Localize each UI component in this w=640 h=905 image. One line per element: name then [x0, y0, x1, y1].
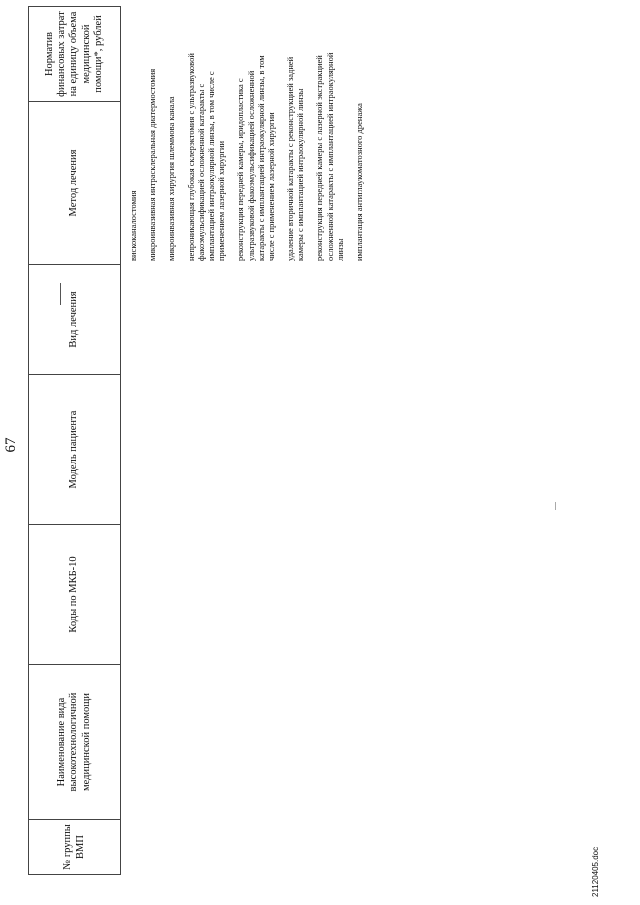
method-item: микроинвазивная хирургия шлеммова канала — [166, 96, 177, 261]
header-patient-model: Модель пациента — [29, 375, 121, 525]
table-header — [28, 6, 121, 875]
method-item: удаление вторичной катаракты с реконструкцией задней камеры с имплантацией интраокулярной линзы — [285, 56, 306, 261]
header-treatment-type: Вид лечения — [29, 265, 121, 375]
header-care-type: Наименование вида высокотехнологичной медицинской помощи — [29, 665, 121, 820]
header-icd-codes: Коды по МКБ-10 — [29, 525, 121, 665]
method-item: реконструкция передней камеры, иридопластика с ультразвуковой факоэмульсификацией осложненной катаракты с имплантацией интраокулярной линзы, в том числе с применением лазерной хирургии — [235, 55, 276, 261]
header-treatment-method: Метод лечения — [29, 102, 121, 265]
treatment-methods-list — [128, 41, 373, 261]
method-item: вискоканалостомия — [128, 190, 138, 261]
footer-filename: 21120405.doc — [591, 846, 600, 897]
method-item: микроинвазивная интрасклеральная диатермостомия — [147, 68, 158, 261]
header-group-number: № группы ВМП — [29, 820, 121, 875]
stray-mark — [60, 283, 61, 305]
method-item: имплантация антиглаукоматозного дренажа — [354, 103, 364, 261]
header-cost-norm: Норматив финансовых затрат на единицу объема медицинской помощи*, рублей — [29, 7, 121, 102]
page-number: 67 — [3, 437, 19, 453]
method-item: реконструкция передней камеры с лазерной экстракцией осложненной катаракты с имплантацией интраокулярной линзы — [314, 52, 345, 261]
method-item: непроникающая глубокая склерэктомия с ультразвуковой факоэмульсификацией осложненной катаракты с имплантацией интраокулярной линзы, в том числе с применением лазерной хирургии — [185, 53, 227, 261]
header-row — [29, 7, 121, 875]
stray-mark — [555, 502, 556, 510]
